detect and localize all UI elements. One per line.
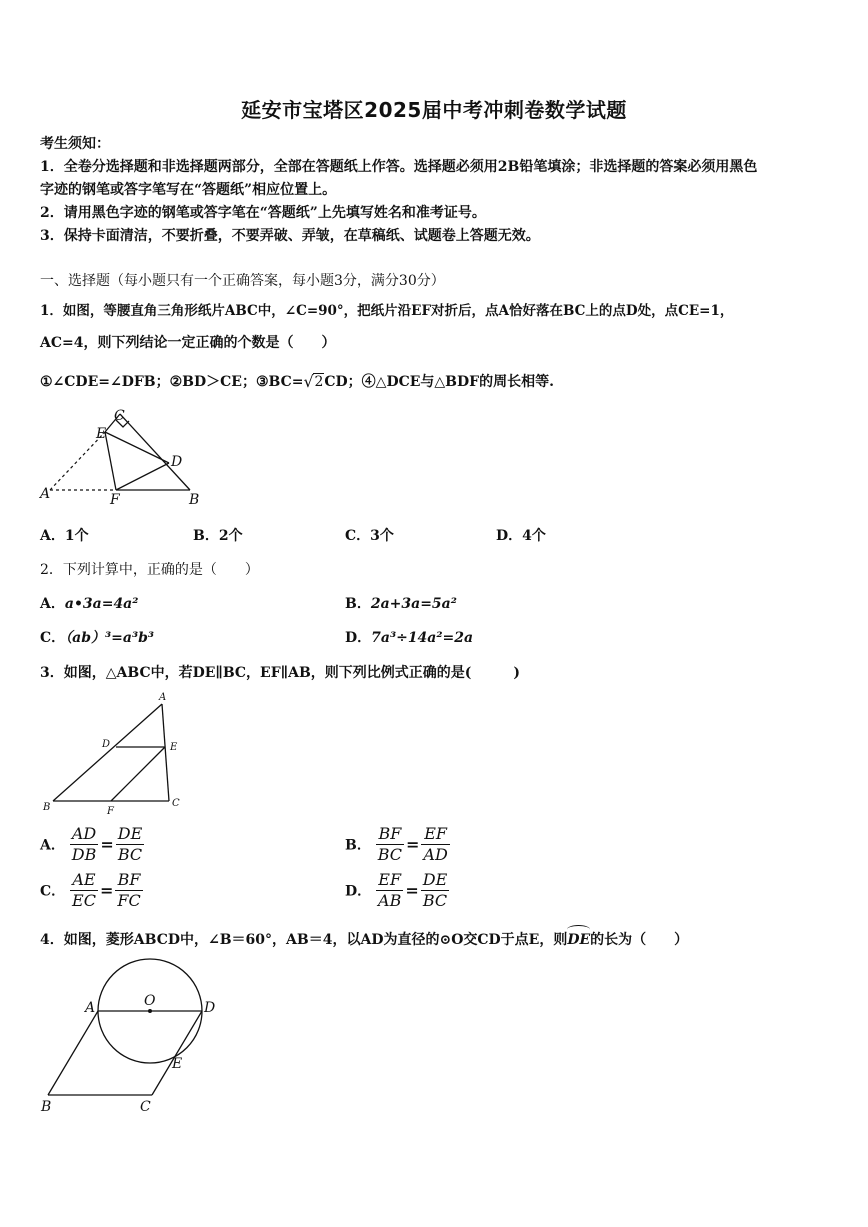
q1-label-f: F — [110, 492, 120, 508]
q4-stem-part2: 的长为（ ） — [590, 932, 689, 948]
frac-numerator: BF — [376, 824, 404, 845]
frac-numerator: BF — [115, 870, 142, 891]
q1-option-a: A．1个 — [40, 528, 89, 544]
arc-label: DE — [567, 932, 591, 948]
q1-option-b: B．2个 — [193, 528, 243, 544]
q4-side-cd — [152, 1011, 202, 1095]
q1-statements-part1: ①∠CDE=∠DFB；②BD＞CE；③BC= — [40, 374, 304, 390]
frac-numerator: AD — [70, 824, 99, 845]
section-heading: 一、选择题（每小题只有一个正确答案，每小题3分，满分30分） — [40, 273, 445, 289]
notice-heading: 考生须知： — [40, 136, 110, 152]
q1-option-c: C．3个 — [345, 528, 394, 544]
q3-figure — [38, 690, 188, 818]
q1-statements-part2: CD；④△DCE与△BDF的周长相等. — [324, 374, 554, 390]
q2-option-c-label: C． — [40, 630, 66, 646]
q3-option-a-frac2 — [116, 824, 145, 865]
q2-option-b-expr: 2a+3a=5a² — [370, 596, 457, 612]
q2-option-d-label: D． — [345, 630, 372, 646]
q3-option-a — [40, 824, 144, 865]
equals-sign: = — [99, 881, 114, 900]
sqrt-symbol: √ 2 — [303, 372, 324, 391]
q2-option-a — [40, 593, 138, 613]
q2-option-c — [40, 627, 154, 647]
q3-option-d-frac1 — [376, 870, 403, 911]
q1-label-c: C — [114, 408, 125, 424]
frac-numerator: EF — [376, 870, 403, 891]
frac-denominator: AB — [378, 891, 402, 910]
q4-label-o: O — [144, 993, 156, 1009]
q4-side-ab — [48, 1011, 98, 1095]
arc-de — [567, 932, 590, 948]
q3-option-c — [40, 870, 143, 911]
notice-item-3: 3．保持卡面清洁，不要折叠，不要弄破、弄皱，在草稿纸、试题卷上答题无效。 — [40, 228, 540, 244]
arc-symbol — [567, 925, 590, 934]
q3-option-b-frac1 — [376, 824, 404, 865]
sqrt-value: 2 — [314, 374, 324, 390]
q3-side-ac — [162, 704, 169, 801]
frac-numerator: DE — [117, 824, 143, 843]
q2-option-a-label: A． — [40, 596, 65, 612]
frac-denominator: BC — [117, 845, 143, 864]
q3-option-b-frac2 — [421, 824, 449, 865]
q4-label-c: C — [140, 1099, 151, 1115]
frac-denominator: BC — [422, 891, 448, 910]
q3-option-c-label: C． — [40, 883, 66, 900]
frac-denominator: AD — [423, 845, 448, 864]
q3-label-e: E — [170, 742, 178, 753]
q4-figure — [38, 955, 228, 1120]
q1-fold-ef — [105, 432, 116, 490]
q3-side-ab — [53, 704, 162, 801]
q4-stem — [40, 929, 688, 949]
notice-item-2: 2．请用黑色字迹的钢笔或答字笔在“答题纸”上先填写姓名和准考证号。 — [40, 205, 486, 221]
page-title: 延安市宝塔区2025届中考冲刺卷数学试题 — [241, 98, 627, 122]
q3-option-d-label: D． — [345, 883, 372, 900]
q1-label-b: B — [189, 492, 200, 508]
frac-denominator: FC — [117, 891, 141, 910]
q1-stem-line1: 1．如图，等腰直角三角形纸片ABC中，∠C=90°，把纸片沿EF对折后，点A恰好落在BC上的点D处，点CE=1， — [40, 303, 734, 319]
q2-option-c-expr: （ab）³=a³b³ — [65, 630, 155, 646]
q3-label-a: A — [159, 692, 167, 703]
q1-seg-fd — [116, 463, 169, 490]
q4-label-e: E — [172, 1056, 183, 1072]
equals-sign: = — [100, 835, 114, 854]
q2-option-d-expr: 7a³÷14a²=2a — [371, 630, 474, 646]
q3-label-d: D — [102, 739, 111, 750]
q1-side-cb — [120, 414, 190, 490]
q2-stem: 2．下列计算中，正确的是（ ） — [40, 562, 259, 578]
q1-label-d: D — [171, 454, 183, 470]
q3-label-f: F — [107, 806, 114, 817]
q3-label-c: C — [172, 798, 180, 809]
q3-option-c-frac1 — [70, 870, 98, 911]
q3-option-c-frac2 — [115, 870, 142, 911]
notice-item-1-cont: 字迹的钢笔或答字笔写在“答题纸”相应位置上。 — [40, 182, 337, 198]
q2-option-d — [345, 627, 473, 647]
q1-stem-line2: AC=4，则下列结论一定正确的个数是（ ） — [40, 335, 336, 351]
q1-option-d: D．4个 — [496, 528, 546, 544]
frac-numerator: AE — [70, 870, 98, 891]
q2-option-a-expr: a•3a=4a² — [64, 596, 139, 612]
q1-figure — [38, 408, 208, 508]
q3-option-b-label: B． — [345, 837, 371, 854]
q4-label-d: D — [204, 1000, 216, 1016]
q3-option-a-frac1 — [70, 824, 99, 865]
q1-statements — [40, 371, 554, 391]
frac-denominator: BC — [377, 845, 403, 864]
q1-label-e: E — [96, 426, 107, 442]
q1-label-a: A — [40, 486, 51, 502]
q3-option-d-frac2 — [421, 870, 450, 911]
q3-seg-ef — [111, 747, 165, 801]
equals-sign: = — [406, 835, 420, 854]
q4-label-b: B — [41, 1099, 52, 1115]
q4-center-dot — [148, 1009, 152, 1013]
frac-numerator: EF — [421, 824, 449, 845]
q2-option-b-label: B． — [345, 596, 371, 612]
equals-sign: = — [405, 881, 419, 900]
notice-item-1: 1．全卷分选择题和非选择题两部分，全部在答题纸上作答。选择题必须用2B铅笔填涂；非选择题的答案必须用黑色 — [40, 159, 758, 175]
q4-stem-part1: 4．如图，菱形ABCD中，∠B＝60°，AB＝4，以AD为直径的⊙O交CD于点E，则 — [40, 932, 568, 948]
frac-denominator: EC — [72, 891, 96, 910]
frac-denominator: DB — [71, 845, 97, 864]
q1-seg-ed — [105, 432, 169, 463]
q3-option-b — [345, 824, 450, 865]
q3-label-b: B — [43, 802, 51, 813]
q3-option-a-label: A． — [40, 837, 65, 854]
q3-stem: 3．如图，△ABC中，若DE∥BC，EF∥AB，则下列比例式正确的是( ) — [40, 665, 521, 681]
q3-option-d — [345, 870, 449, 911]
q2-option-b — [345, 593, 457, 613]
frac-numerator: DE — [422, 870, 448, 889]
q4-label-a: A — [85, 1000, 96, 1016]
